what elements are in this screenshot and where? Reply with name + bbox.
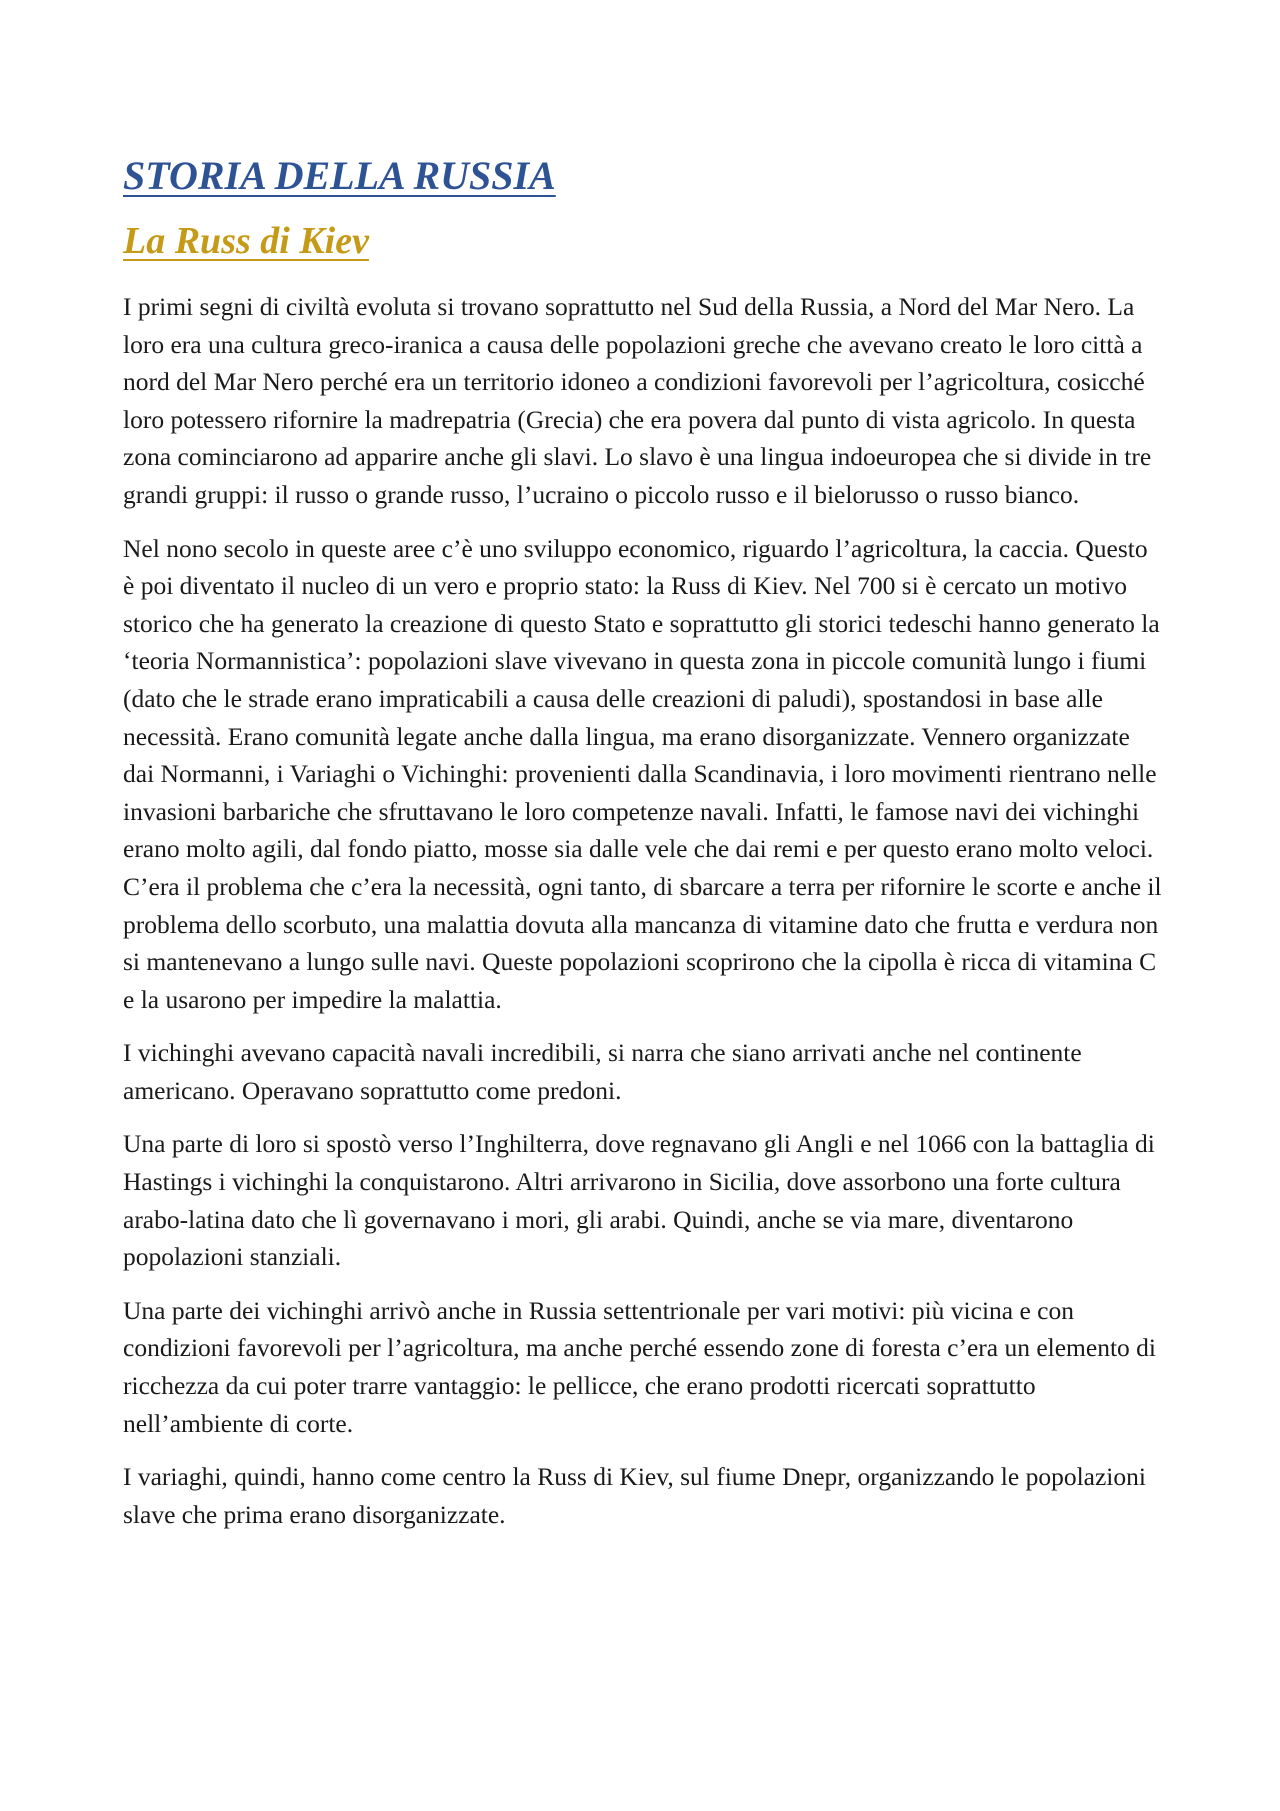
document-body xyxy=(123,288,1163,1533)
section-heading: La Russ di Kiev xyxy=(123,220,369,262)
paragraph-6: I variaghi, quindi, hanno come centro la Russ di Kiev, sul fiume Dnepr, organizzando le popolazioni slave che prima erano disorganizzate. xyxy=(123,1462,1146,1529)
document-page xyxy=(123,150,1163,1549)
paragraph-1: I primi segni di civiltà evoluta si trovano soprattutto nel Sud della Russia, a Nord del Mar Nero. La loro era una cultura greco-iranica a causa delle popolazioni greche che avevano creato le loro città a nord del Mar Nero perché era un territorio idoneo a condizioni favorevoli per l’agricoltura, cosicché loro potessero rifornire la madrepatria (Grecia) che era povera dal punto di vista agricolo. In questa zona cominciarono ad apparire anche gli slavi. Lo slavo è una lingua indoeuropea che si divide in tre grandi gruppi: il russo o grande russo, l’ucraino o piccolo russo e il bielorusso o russo bianco. xyxy=(123,292,1152,509)
paragraph-3: I vichinghi avevano capacità navali incredibili, si narra che siano arrivati anche nel continente americano. Operavano soprattutto come predoni. xyxy=(123,1038,1082,1105)
document-title: STORIA DELLA RUSSIA xyxy=(123,153,556,198)
paragraph-4: Una parte di loro si spostò verso l’Inghilterra, dove regnavano gli Angli e nel 1066 con la battaglia di Hastings i vichinghi la conquistarono. Altri arrivarono in Sicilia, dove assorbono una forte cultura arabo-latina dato che lì governavano i mori, gli arabi. Quindi, anche se via mare, diventarono popolazioni stanziali. xyxy=(123,1129,1155,1272)
paragraph-5: Una parte dei vichinghi arrivò anche in Russia settentrionale per vari motivi: più vicina e con condizioni favorevoli per l’agricoltura, ma anche perché essendo zone di foresta c’era un elemento di ricchezza da cui poter trarre vantaggio: le pellicce, che erano prodotti ricercati soprattutto nell’ambiente di corte. xyxy=(123,1295,1156,1438)
paragraph-2: Nel nono secolo in queste aree c’è uno sviluppo economico, riguardo l’agricoltura, la caccia. Questo è poi diventato il nucleo di un vero e proprio stato: la Russ di Kiev. Nel 700 si è cercato un motivo storico che ha generato la creazione di questo Stato e soprattutto gli storici tedeschi hanno generato la ‘teoria Normannistica’: popolazioni slave vivevano in questa zona in piccole comunità lungo i fiumi (dato che le strade erano impraticabili a causa delle creazioni di paludi), spostandosi in base alle necessità. Erano comunità legate anche dalla lingua, ma erano disorganizzate. Vennero organizzate dai Normanni, i Variaghi o Vichinghi: provenienti dalla Scandinavia, i loro movimenti rientrano nelle invasioni barbariche che sfruttavano le loro competenze navali. Infatti, le famose navi dei vichinghi erano molto agili, dal fondo piatto, mosse sia dalle vele che dai remi e per questo erano molto veloci. C’era il problema che c’era la necessità, ogni tanto, di sbarcare a terra per rifornire le scorte e anche il problema dello scorbuto, una malattia dovuta alla mancanza di vitamine dato che frutta e verdura non si mantenevano a lungo sulle navi. Queste popolazioni scoprirono che la cipolla è ricca di vitamina C e la usarono per impedire la malattia. xyxy=(123,533,1162,1014)
